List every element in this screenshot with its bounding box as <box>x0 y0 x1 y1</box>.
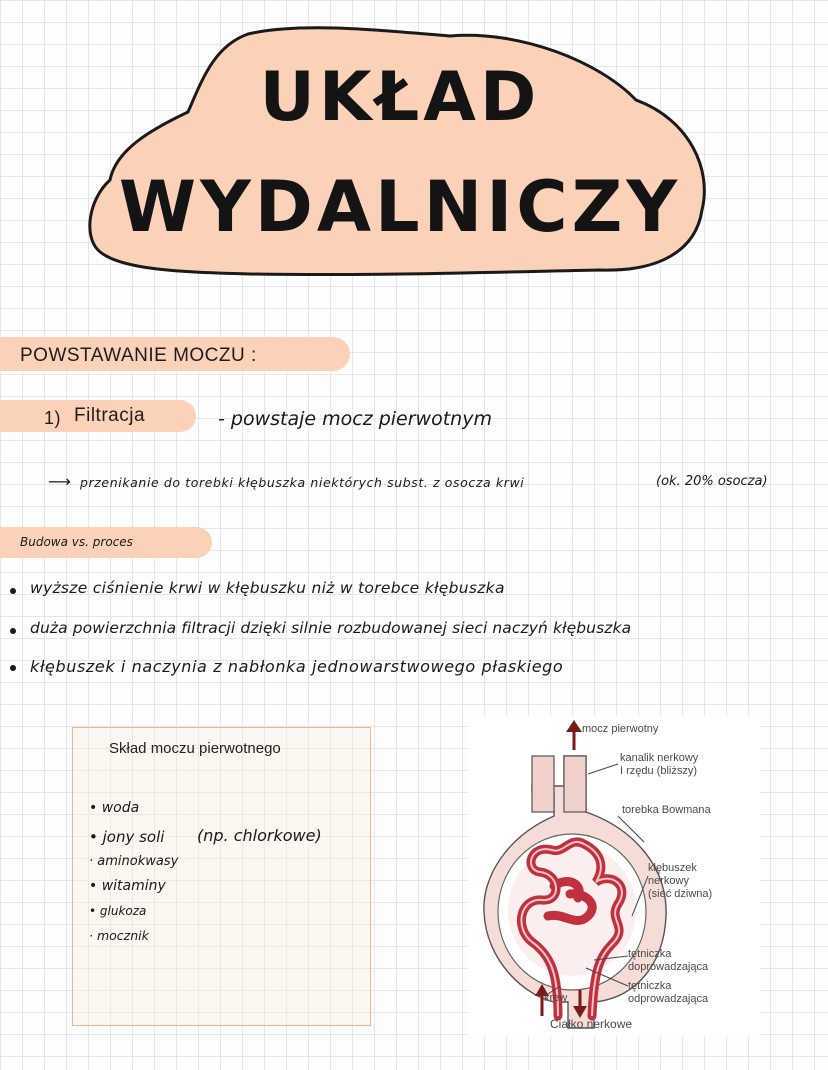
composition-note: (np. chlorkowe) <box>197 826 322 845</box>
label-tubule-2: I rzędu (bliższy) <box>620 765 698 777</box>
composition-item: · aminokwasy <box>89 854 179 869</box>
renal-corpuscle-diagram <box>468 716 760 1036</box>
filtration-number: 1) <box>44 408 62 428</box>
title-blob <box>0 0 828 300</box>
label-blood: krew <box>544 992 568 1004</box>
label-eff-1: tętniczka <box>628 980 672 992</box>
label-glom-3: (sieć dziwna) <box>648 888 713 900</box>
label-mocz: mocz pierwotny <box>582 723 659 735</box>
urine-arrowhead <box>566 720 582 732</box>
tubule-wall <box>532 756 554 812</box>
composition-item: • glukoza <box>89 904 147 918</box>
title-line-1: UKŁAD <box>259 58 541 137</box>
composition-item: · mocznik <box>89 928 149 943</box>
label-aff-2: doprowadzająca <box>628 961 709 973</box>
arrow-note-paren: (ok. 20% osocza) <box>656 474 768 489</box>
composition-box <box>72 727 371 1026</box>
label-tubule-1: kanalik nerkowy <box>620 752 699 764</box>
composition-item: • witaminy <box>89 878 166 894</box>
bullet-dot <box>10 665 16 671</box>
filtration-definition: - powstaje mocz pierwotnym <box>218 408 492 430</box>
bullet-dot <box>10 628 16 634</box>
point-1: wyższe ciśnienie krwi w kłębuszku niż w torebce kłębuszka <box>30 579 505 597</box>
renal-corpuscle-illustration <box>468 716 760 1036</box>
composition-title: Skład moczu pierwotnego <box>109 740 281 757</box>
point-3: kłębuszek i naczynia z nabłonka jednowarstwowego płaskiego <box>30 657 564 676</box>
point-2: duża powierzchnia filtracji dzięki silnie rozbudowanej sieci naczyń kłębuszka <box>30 619 632 637</box>
label-glom-1: kłębuszek <box>648 862 697 874</box>
composition-item: • jony soli <box>89 828 165 846</box>
structure-tag: Budowa vs. proces <box>20 535 133 549</box>
tubule-wall <box>564 756 586 812</box>
bullet-dot <box>10 588 16 594</box>
label-bottom: Ciałko nerkowe <box>550 1017 633 1031</box>
label-eff-2: odprowadzająca <box>628 993 709 1005</box>
title-line-2: WYDALNICZY <box>118 166 682 248</box>
section-heading: POWSTAWANIE MOCZU : <box>20 345 257 366</box>
label-bowman: torebka Bowmana <box>622 804 711 816</box>
arrow-note: przenikanie do torebki kłębuszka niektórych subst. z osocza krwi <box>80 475 525 490</box>
filtration-label: Filtracja <box>74 405 146 426</box>
label-glom-2: nerkowy <box>648 875 689 887</box>
arrow-icon: ⟶ <box>48 472 71 491</box>
label-aff-1: tętniczka <box>628 948 672 960</box>
composition-item: • woda <box>89 800 140 816</box>
